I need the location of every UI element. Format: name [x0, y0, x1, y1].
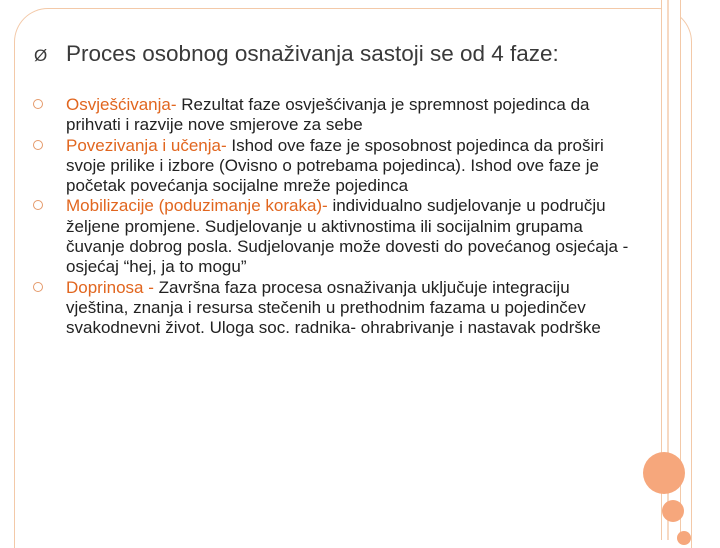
slide-content	[32, 40, 632, 339]
phase-item-contribution	[32, 278, 632, 339]
phase-description: Rezultat faze osvješćivanja je spremnost pojedinca da prihvati i razvije nove smjerove za sebe	[66, 95, 590, 135]
phase-term: Osvješćivanja-	[66, 95, 177, 114]
circle-bullet-icon	[33, 140, 43, 150]
decorative-circle-small	[677, 531, 691, 545]
phase-item-awareness	[32, 95, 632, 136]
phase-term: Mobilizacije (poduzimanje koraka)-	[66, 196, 328, 216]
phase-description: individualno sudjelovanje u području željene promjene. Sudjelovanje u aktivnostima ili socijalnim grupama čuvanje dobrog posla. Sudjelovanje može dovesti do povećanog osjećaja - osjećaj “hej, ja to mogu”	[66, 196, 629, 277]
arrow-bullet-icon: Ø	[34, 46, 48, 65]
lead-text: Proces osobnog osnaživanja sastoji se od 4 faze:	[66, 41, 559, 66]
lead-bullet	[32, 40, 632, 67]
decorative-circle-large	[643, 452, 685, 494]
circle-bullet-icon	[33, 282, 43, 292]
phase-description: Završna faza procesa osnaživanja uključuje integraciju vještina, znanja i resursa stečenih u prethodnim fazama u pojedinčev svakodnevni život. Uloga soc. radnika- ohrabrivanje i nastavak podrške	[66, 277, 601, 338]
circle-bullet-icon	[33, 99, 43, 109]
decorative-circle-medium	[662, 500, 684, 522]
phase-item-connecting	[32, 136, 632, 197]
phase-term: Povezivanja i učenja-	[66, 135, 227, 155]
phase-term: Doprinosa -	[66, 277, 154, 297]
phase-description: Ishod ove faze je sposobnost pojedinca da proširi svoje prilike i izbore (Ovisno o potrebama pojedinca). Ishod ove faze je početak povećanja socijalne mreže pojedinca	[66, 135, 604, 196]
circle-bullet-icon	[33, 200, 43, 210]
phase-item-mobilization	[32, 196, 632, 277]
